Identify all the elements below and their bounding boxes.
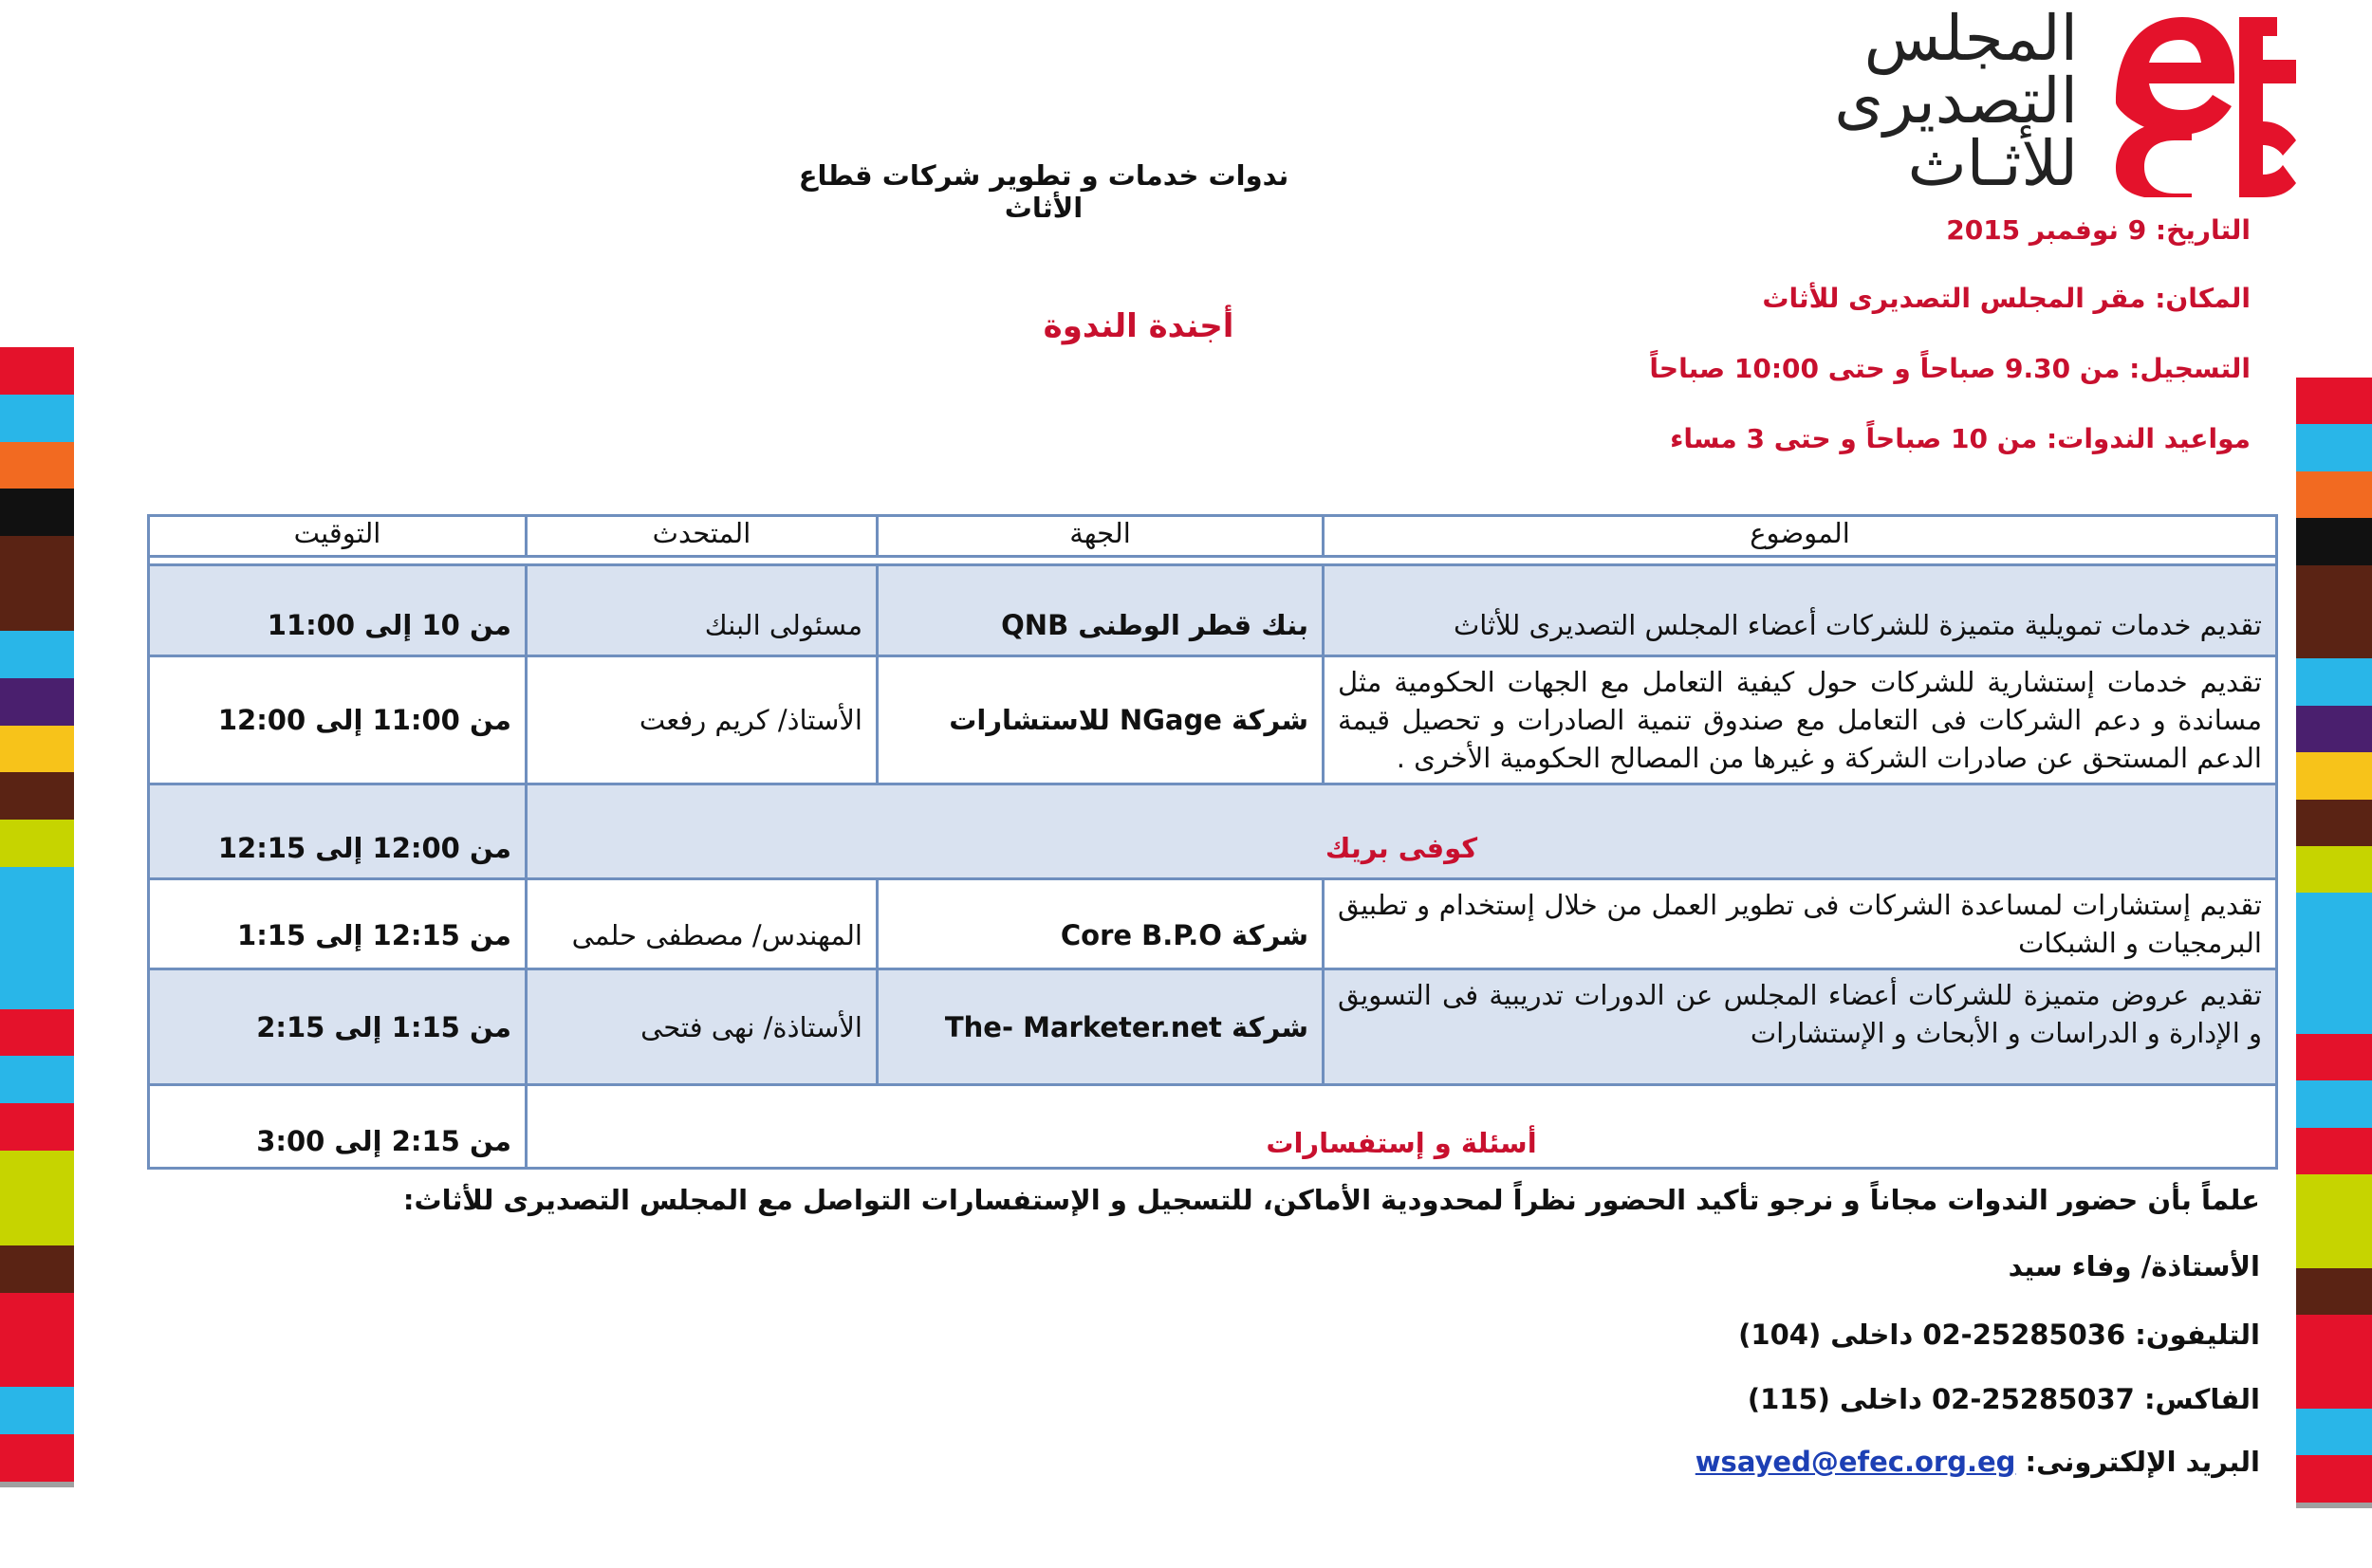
stripe-segment	[2296, 471, 2372, 518]
table-row	[149, 656, 2277, 784]
contact-fax: الفاكس: 25285037-02 داخلى (115)	[1747, 1383, 2260, 1415]
header-entity: الجهة	[878, 516, 1324, 557]
row-speaker: مسئولى البنك	[527, 565, 878, 656]
contact-email-line	[1696, 1446, 2260, 1478]
email-label: البريد الإلكترونى:	[2025, 1446, 2260, 1478]
stripe-segment	[2296, 1409, 2372, 1455]
stripe-segment	[2296, 378, 2372, 424]
qa-label: أسئلة و إستفسارات	[527, 1085, 2277, 1169]
stripe-segment	[0, 1056, 74, 1103]
stripe-segment	[2296, 987, 2372, 1033]
logo-line-2: التصديرى	[1834, 65, 2078, 138]
row-speaker: الأستاذ/ كريم رفعت	[527, 656, 878, 784]
stripe-segment	[0, 772, 74, 820]
logo-wordmark	[1793, 2, 2078, 200]
row-time: من 1:15 إلى 2:15	[149, 969, 527, 1085]
stripe-segment	[0, 1293, 74, 1340]
stripe-segment	[0, 867, 74, 914]
left-color-stripe	[0, 347, 74, 1482]
stripe-segment	[2296, 1034, 2372, 1080]
efec-logo	[1834, 2, 2306, 200]
coffee-break-label: كوفى بريك	[527, 784, 2277, 879]
contact-name: الأستاذة/ وفاء سيد	[2008, 1250, 2260, 1282]
table-header-row	[149, 516, 2277, 557]
stripe-segment	[0, 820, 74, 867]
stripe-segment	[2296, 1455, 2372, 1502]
stripe-segment	[2296, 1080, 2372, 1127]
stripe-segment	[0, 1339, 74, 1387]
meta-place: المكان: مقر المجلس التصديرى للأثاث	[1762, 283, 2251, 314]
stripe-segment	[2296, 846, 2372, 893]
stripe-segment	[2296, 658, 2372, 705]
stripe-segment	[0, 1009, 74, 1057]
row-time: من 12:15 إلى 1:15	[149, 879, 527, 969]
efec-mark-icon	[2106, 8, 2306, 197]
stripe-segment	[0, 347, 74, 395]
stripe-segment	[2296, 893, 2372, 939]
stripe-segment	[0, 1198, 74, 1245]
stripe-segment	[2296, 1174, 2372, 1221]
stripe-segment	[0, 962, 74, 1009]
stripe-segment	[2296, 940, 2372, 987]
meta-sessions: مواعيد الندوات: من 10 صباحاً و حتى 3 مساء	[1670, 423, 2251, 454]
header-topic: الموضوع	[1324, 516, 2277, 557]
header-speaker: المتحدث	[527, 516, 878, 557]
stripe-segment	[2296, 1268, 2372, 1315]
stripe-segment	[2296, 706, 2372, 752]
row-time: من 12:00 إلى 12:15	[149, 784, 527, 879]
stripe-segment	[2296, 565, 2372, 612]
stripe-segment	[2296, 518, 2372, 564]
stripe-segment	[2296, 1362, 2372, 1409]
stripe-segment	[2296, 612, 2372, 658]
stripe-segment	[0, 726, 74, 773]
stripe-segment	[0, 1151, 74, 1198]
stripe-segment	[0, 631, 74, 678]
stripe-segment	[2296, 424, 2372, 470]
stripe-segment	[0, 489, 74, 536]
agenda-table	[147, 514, 2278, 1170]
stripe-segment	[2296, 752, 2372, 799]
row-time: من 10 إلى 11:00	[149, 565, 527, 656]
stripe-segment	[0, 1434, 74, 1482]
right-color-stripe	[2296, 378, 2372, 1503]
table-row-qa	[149, 1085, 2277, 1169]
table-row-break	[149, 784, 2277, 879]
logo-line-1: المجلس	[1863, 2, 2078, 75]
stripe-segment	[0, 536, 74, 583]
row-entity: بنك قطر الوطنى QNB	[878, 565, 1324, 656]
row-topic: تقديم عروض متميزة للشركات أعضاء المجلس عن الدورات تدريبية فى التسويق و الإدارة و الدراسات و الأبحاث و الإستشارات	[1324, 969, 2277, 1085]
agenda-title: أجندة الندوة	[1043, 307, 1234, 345]
stripe-segment	[2296, 1315, 2372, 1361]
row-time: من 11:00 إلى 12:00	[149, 656, 527, 784]
email-link[interactable]: wsayed@efec.org.eg	[1695, 1446, 2016, 1478]
row-topic: تقديم خدمات تمويلية متميزة للشركات أعضاء المجلس التصديرى للأثاث	[1324, 565, 2277, 656]
header-time: التوقيت	[149, 516, 527, 557]
row-time: من 2:15 إلى 3:00	[149, 1085, 527, 1169]
page-subject: ندوات خدمات و تطوير شركات قطاع الأثاث	[798, 159, 1289, 224]
row-entity: شركة NGage للاستشارات	[878, 656, 1324, 784]
stripe-segment	[0, 583, 74, 631]
table-spacer	[149, 557, 2277, 565]
table-row	[149, 565, 2277, 656]
row-topic: تقديم إستشارات لمساعدة الشركات فى تطوير العمل من خلال إستخدام و تطبيق البرمجيات و الشبكات	[1324, 879, 2277, 969]
stripe-segment	[2296, 1128, 2372, 1174]
stripe-segment	[0, 1387, 74, 1434]
stripe-segment	[0, 1103, 74, 1151]
stripe-segment	[0, 395, 74, 442]
stripe-segment	[0, 442, 74, 489]
stripe-segment	[0, 1245, 74, 1293]
row-topic: تقديم خدمات إستشارية للشركات حول كيفية التعامل مع الجهات الحكومية مثل مساندة و دعم الشركات فى التعامل مع صندوق تنمية الصادرات و تحصيل قيمة الدعم المستحق عن صادرات الشركة و غيرها من المصالح الحكومية الأخرى .	[1324, 656, 2277, 784]
table-row	[149, 969, 2277, 1085]
meta-registration: التسجيل: من 9.30 صباحاً و حتى 10:00 صباحاً	[1649, 353, 2251, 384]
meta-date: التاريخ: 9 نوفمبر 2015	[1946, 214, 2251, 246]
row-entity: شركة Core B.P.O	[878, 879, 1324, 969]
row-speaker: الأستاذة/ نهى فتحى	[527, 969, 878, 1085]
contact-phone: التليفون: 25285036-02 داخلى (104)	[1738, 1319, 2260, 1351]
logo-line-3: للأثـاث	[1907, 127, 2078, 200]
stripe-segment	[2296, 1221, 2372, 1267]
stripe-segment	[0, 678, 74, 726]
stripe-segment	[2296, 800, 2372, 846]
table-row	[149, 879, 2277, 969]
row-entity: شركة The- Marketer.net	[878, 969, 1324, 1085]
footer-note: علماً بأن حضور الندوات مجاناً و نرجو تأكيد الحضور نظراً لمحدودية الأماكن، للتسجيل و الإستفسارات التواصل مع المجلس التصديرى للأثاث:	[402, 1184, 2260, 1216]
stripe-segment	[0, 914, 74, 962]
row-speaker: المهندس/ مصطفى حلمى	[527, 879, 878, 969]
